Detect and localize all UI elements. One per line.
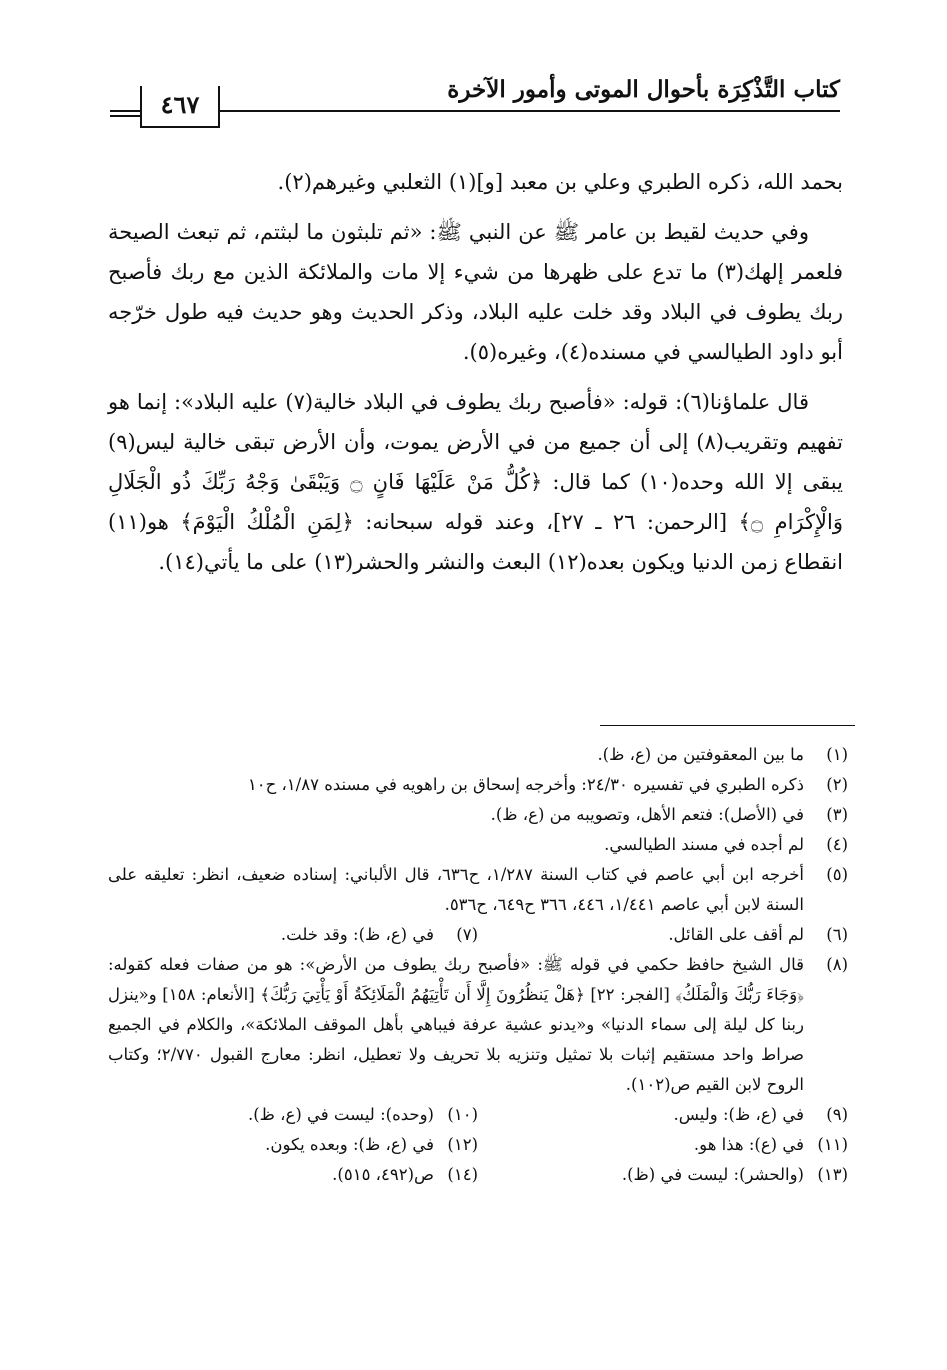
- footnote-text: في (الأصل): فتعم الأهل، وتصويبه من (ع، ظ).: [490, 805, 804, 824]
- footnote-text: في (ع، ظ): وقد خلت.: [280, 925, 434, 944]
- footnote-number: (٩): [826, 1105, 848, 1124]
- footnote-number: (٣): [826, 805, 848, 824]
- paragraph-2: وفي حديث لقيط بن عامر ﷺ عن النبي ﷺ: «ثم تلبثون ما لبثتم، ثم تبعث الصيحة فلعمر إلهك(٣) ما تدع على ظهرها من شيء إلا مات والملائكة الذين مع ربك فأصبح ربك يطوف في البلاد وقد خلت عليه البلاد، وذكر الحديث وهو حديث فيه طول خرّجه أبو داود الطيالسي في مسنده(٤)، وغيره(٥).: [108, 220, 844, 364]
- footnote-text: أخرجه ابن أبي عاصم في كتاب السنة ١/٢٨٧، ح٦٣٦، قال الألباني: إسناده ضعيف، انظر: تعليقه على السنة لابن أبي عاصم ١/٤٤١، ٤٤٦، ٣٦٦ ح٦٤٩، ح٥٣٦.: [108, 865, 805, 914]
- main-text: [108, 162, 843, 592]
- footnote: [108, 1100, 478, 1130]
- footnotes: [108, 740, 848, 1190]
- footnote: [478, 1130, 848, 1160]
- footnote-pair: [108, 1130, 848, 1160]
- footnote-text: ذكره الطبري في تفسيره ٢٤/٣٠: وأخرجه إسحاق بن راهويه في مسنده ١/٨٧، ح١٠: [247, 775, 804, 794]
- footnote-text: في (ع): هذا هو.: [693, 1135, 804, 1154]
- footnote-text: في (ع، ظ): وليس.: [673, 1105, 804, 1124]
- footnote: [108, 830, 848, 860]
- footnote-pair: [108, 1160, 848, 1190]
- book-title: كتاب التَّذْكِرَة بأحوال الموتى وأمور الآخرة: [447, 76, 840, 103]
- footnote-number: (١٢): [447, 1135, 478, 1154]
- footnote-text: ص(٤٩٢، ٥١٥).: [332, 1165, 434, 1184]
- footnote-text: لم أجده في مسند الطيالسي.: [604, 835, 804, 854]
- footnote: [108, 1130, 478, 1160]
- page-number: ٤٦٧: [140, 86, 220, 128]
- footnote-number: (١٤): [447, 1165, 478, 1184]
- footnote: [108, 740, 848, 770]
- footnote-number: (٧): [456, 925, 478, 944]
- paragraph-1: بحمد الله، ذكره الطبري وعلي بن معبد [و](١) الثعلبي وغيرهم(٢).: [277, 170, 843, 194]
- footnote-number: (٤): [826, 835, 848, 854]
- footnote-number: (٥): [826, 865, 848, 884]
- footnote-number: (٢): [826, 775, 848, 794]
- footnote-number: (١٠): [447, 1105, 478, 1124]
- footnote: [108, 860, 848, 920]
- footnote-text: قال الشيخ حافظ حكمي في قوله ﷺ: «فأصبح ربك يطوف من الأرض»: هو من صفات فعله كقوله: ﴿وَجَاءَ رَبُّكَ وَالْمَلَكُ﴾ [الفجر: ٢٢] ﴿هَلْ يَنظُرُونَ إِلَّا أَن تَأْتِيَهُمُ الْمَلَائِكَةُ أَوْ يَأْتِيَ رَبُّكَ﴾ [الأنعام: ١٥٨] و«ينزل ربنا كل ليلة إلى سماء الدنيا» و«يدنو عشية عرفة فيباهي بأهل الموقف الملائكة»، والكلام في الجميع صراط واحد مستقيم إثبات بلا تمثيل وتنزيه بلا تحريف ولا تعطيل، انظر: معارج القبول ٢/٧٧٠؛ وكتاب الروح لابن القيم ص(١٠٢).: [108, 955, 804, 1094]
- footnote-number: (١١): [817, 1135, 848, 1154]
- footnote-pair: [108, 920, 848, 950]
- footnote: [108, 920, 478, 950]
- footnote-separator: [600, 725, 855, 726]
- footnote: [108, 1160, 478, 1190]
- footnote-number: (٦): [826, 925, 848, 944]
- footnote-text: ما بين المعقوفتين من (ع، ظ).: [597, 745, 804, 764]
- footnote: [108, 770, 848, 800]
- footnote: [478, 920, 848, 950]
- footnote-text: (وحده): ليست في (ع، ظ).: [247, 1105, 434, 1124]
- footnote-number: (١٣): [817, 1165, 848, 1184]
- footnote-text: في (ع، ظ): وبعده يكون.: [265, 1135, 434, 1154]
- paragraph-3: قال علماؤنا(٦): قوله: «فأصبح ربك يطوف في البلاد خالية(٧) عليه البلاد»: إنما هو تفهيم وتقريب(٨) إلى أن جميع من في الأرض يموت، وأن الأرض تبقى خالية ليس(٩) يبقى إلا الله وحده(١٠) كما قال: ﴿كُلُّ مَنْ عَلَيْهَا فَانٍ ۝ وَيَبْقَىٰ وَجْهُ رَبِّكَ ذُو الْجَلَالِ وَالْإِكْرَامِ ۝﴾ [الرحمن: ٢٦ ـ ٢٧]، وعند قوله سبحانه: ﴿لِمَنِ الْمُلْكُ الْيَوْمَ﴾ هو(١١) انقطاع زمن الدنيا ويكون بعده(١٢) البعث والنشر والحشر(١٣) على ما يأتي(١٤).: [108, 390, 843, 574]
- footnote: [478, 1160, 848, 1190]
- page-header: [110, 70, 840, 130]
- footnote-pair: [108, 1100, 848, 1130]
- footnote-text: لم أقف على القائل.: [668, 925, 804, 944]
- footnote-text: (والحشر): ليست في (ظ).: [621, 1165, 804, 1184]
- footnote: [478, 1100, 848, 1130]
- footnote: [108, 800, 848, 830]
- footnote: [108, 950, 848, 1100]
- footnote-number: (١): [826, 745, 848, 764]
- footnote-number: (٨): [826, 955, 848, 974]
